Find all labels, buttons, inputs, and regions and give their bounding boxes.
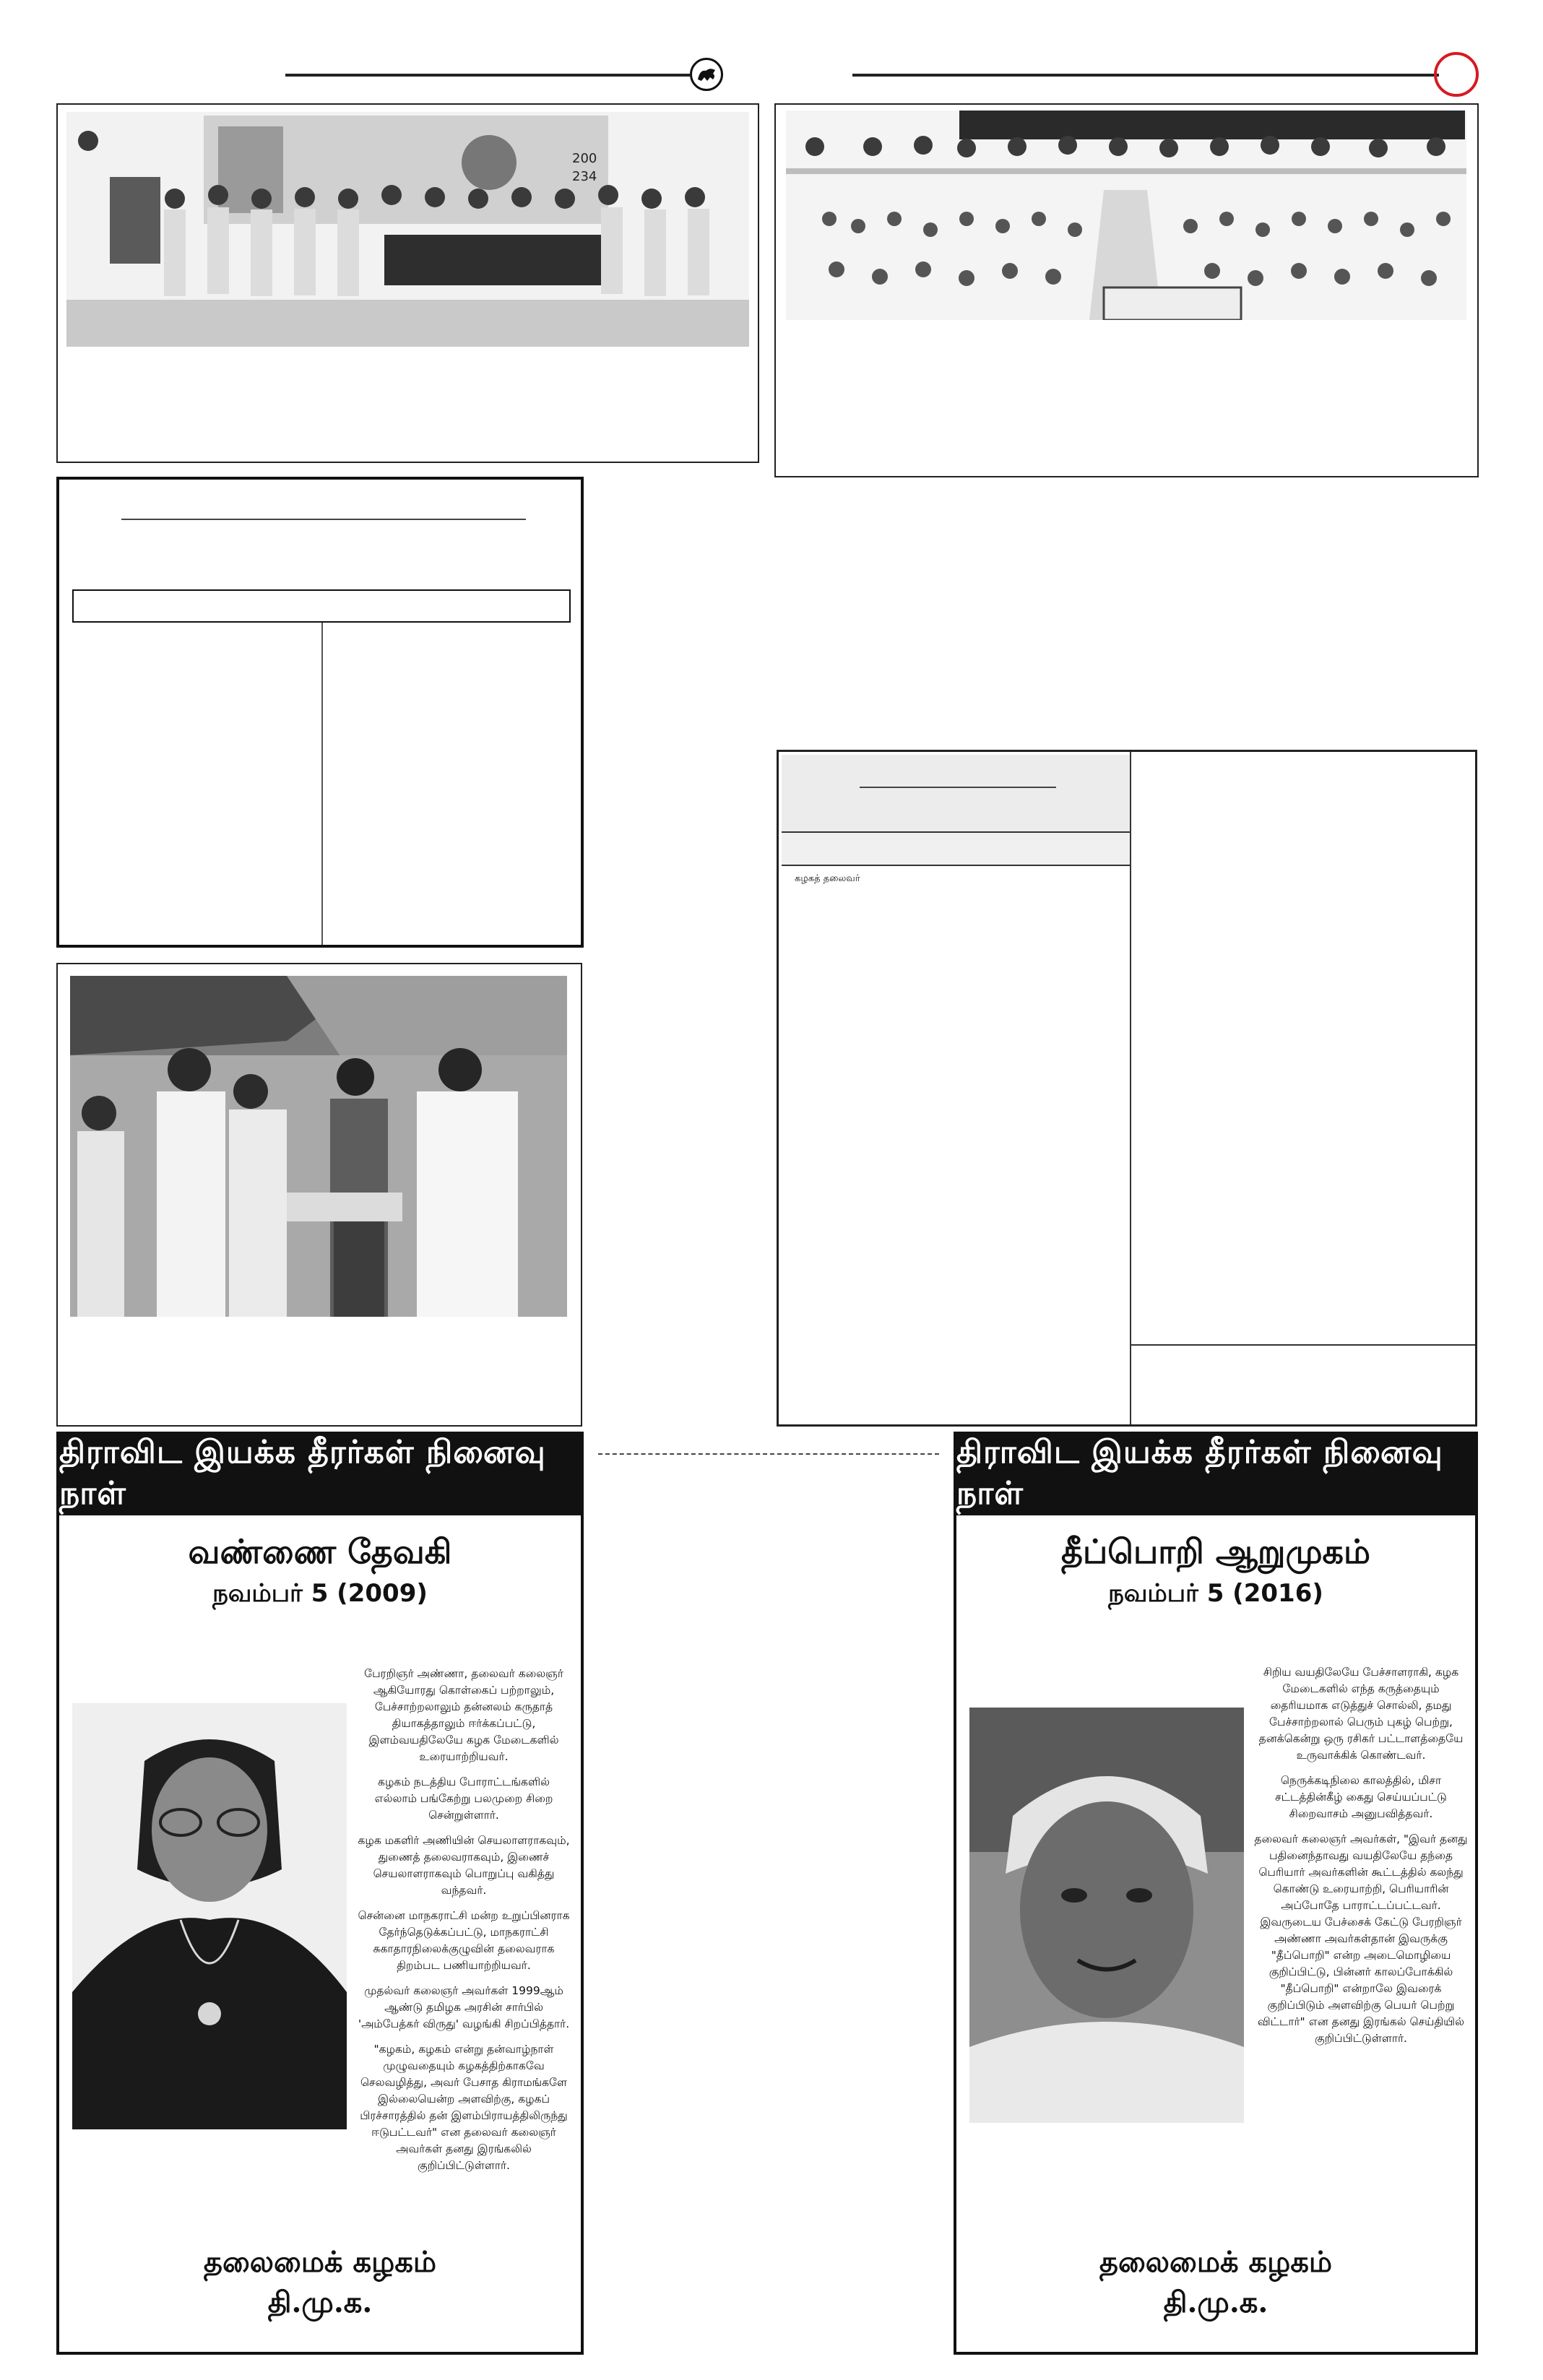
bio-paragraph: கழக மகளிர் அணியின் செயலாளராகவும், துணைத் தலைவராகவும், இணைச் செயலாளராகவும் பொறுப்பு வகித்து வந்தவர். — [358, 1834, 570, 1897]
tribute-org-line2: தி.மு.க. — [267, 2285, 373, 2319]
tribute-date: நவம்பர் 5 (2016) — [1108, 1579, 1323, 1608]
stage-banner-number-2: 234 — [572, 169, 597, 184]
news-box-meeting-hall — [774, 103, 1479, 477]
photo-handover — [70, 976, 567, 1317]
article-title-rule — [121, 519, 526, 520]
photo-meeting-hall — [786, 111, 1466, 320]
tribute-banner: திராவிட இயக்க தீரர்கள் நினைவு நாள் — [956, 1435, 1475, 1515]
bio-paragraph: தலைவர் கலைஞர் அவர்கள், "இவர் தனது பதினைந்தாவது வயதிலேயே தந்தை பெரியார் அவர்களின் கூட்டத்தில் கலந்து கொண்டு உரையாற்றி, பெரியாரின் அப்போதே பாராட்டப்பட்டவர். இவருடைய பேச்சைக் கேட்டு பேரறிஞர் அண்ணா அவர்கள்தான் இவருக்கு "தீப்பொறி" என்ற அடைமொழியை குறிப்பிட்டு, பின்னர் காலப்போக்கில் "தீப்பொறி" என்றாலே இவரைக் குறிப்பிடும் அளவிற்கு பெயர் பெற்று விட்டார்" என தனது இரங்கல் செய்தியில் குறிப்பிட்டுள்ளார். — [1254, 1832, 1468, 2045]
header-rule-left — [285, 74, 690, 77]
tribute-name: வண்ணை தேவகி — [188, 1532, 452, 1571]
article-right-column-divider — [1130, 752, 1131, 1424]
bio-paragraph: நெருக்கடிநிலை காலத்தில், மிசா சட்டத்தின்கீழ் கைது செய்யப்பட்டு சிறைவாசம் அனுபவித்தவர். — [1275, 1774, 1447, 1820]
tribute-ad-1 — [56, 1432, 584, 2355]
article-column-divider — [321, 623, 323, 945]
news-box-stage-event — [56, 103, 759, 463]
tribute-org-line1: தலைமைக் கழகம் — [1099, 2245, 1333, 2279]
article-right-subhead-bar — [782, 831, 1130, 866]
article-right-snippet: கழகத் தலைவர் — [795, 873, 860, 884]
header-rule-right — [852, 74, 1439, 77]
bio-paragraph: பேரறிஞர் அண்ணா, தலைவர் கலைஞர் ஆகியோரது கொள்கைப் பற்றாலும், பேச்சாற்றலாலும் தன்னலம் கருதாத் தியாகத்தாலும் ஈர்க்கப்பட்டு, இளம்வயதிலேயே கழக மேடைகளில் உரையாற்றியவர். — [364, 1667, 563, 1763]
stage-banner-number: 200 — [572, 151, 597, 166]
article-subhead-bar — [72, 589, 571, 623]
article-right-header-shade — [782, 755, 1130, 831]
tribute-banner: திராவிட இயக்க தீரர்கள் நினைவு நாள் — [59, 1435, 581, 1515]
tribute-date: நவம்பர் 5 (2009) — [212, 1579, 428, 1608]
photo-stage-event — [66, 112, 749, 347]
tribute-ad-2 — [954, 1432, 1478, 2355]
dashed-separator — [598, 1453, 939, 1455]
tribute-bio — [355, 1666, 572, 2183]
bio-paragraph: சிறிய வயதிலேயே பேச்சாளராகி, கழக மேடைகளில் எந்த கருத்தையும் தைரியமாக எடுத்துச் சொல்லி, தமது பேச்சாற்றலால் பெரும் புகழ் பெற்று, தனக்கென்று ஒரு ரசிகர் பட்டாளத்தையே உருவாக்கிக் கொண்டவர். — [1258, 1666, 1464, 1762]
bio-paragraph: சென்னை மாநகராட்சி மன்ற உறுப்பினராக தேர்ந்தெடுக்கப்பட்டு, மாநகராட்சி சுகாதாரநிலைக்குழுவின் தலைவராக திறம்பட பணியாற்றியவர். — [358, 1909, 570, 1972]
tribute-name: தீப்பொறி ஆறுமுகம் — [1061, 1532, 1370, 1571]
tribute-portrait — [72, 1703, 347, 2129]
article-box-right — [777, 750, 1477, 1427]
party-emblem-icon — [690, 58, 723, 91]
tribute-org-line2: தி.மு.க. — [1163, 2285, 1268, 2319]
tribute-org-line1: தலைமைக் கழகம் — [203, 2245, 437, 2279]
article-right-inner-rule — [1130, 1344, 1475, 1346]
news-box-handover — [56, 963, 582, 1427]
article-box-two-column — [56, 477, 584, 948]
page-number-circle — [1434, 52, 1479, 97]
bio-paragraph: கழகம் நடத்திய போராட்டங்களில் எல்லாம் பங்கேற்று பலமுறை சிறை சென்றுள்ளார். — [374, 1775, 553, 1822]
article-right-title-rule — [860, 787, 1056, 788]
bio-paragraph: "கழகம், கழகம் என்று தன்வாழ்நாள் முழுவதையும் கழகத்திற்காகவே செலவழித்து, அவர் பேசாத கிராமங்களே இல்லையென்ற அளவிற்கு, கழகப் பிரச்சாரத்தில் தன் இளம்பிராயத்திலிருந்து ஈடுபட்டவர்" என தலைவர் கலைஞர் அவர்கள் தனது இரங்கலில் குறிப்பிட்டுள்ளார். — [360, 2043, 568, 2172]
bio-paragraph: முதல்வர் கலைஞர் அவர்கள் 1999ஆம் ஆண்டு தமிழக அரசின் சார்பில் 'அம்பேத்கர் விருது' வழங்கி சிறப்பித்தார். — [358, 1984, 570, 2030]
tribute-portrait — [969, 1708, 1244, 2123]
tribute-bio — [1253, 1664, 1469, 2056]
